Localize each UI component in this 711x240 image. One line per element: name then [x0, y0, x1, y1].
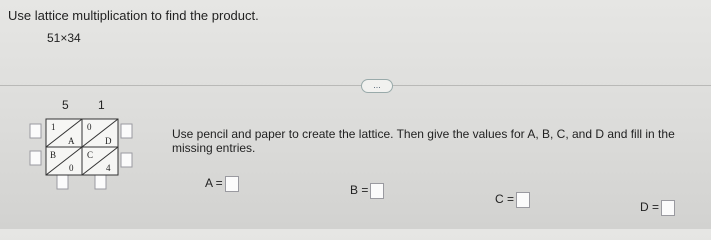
answer-b-label: B =	[350, 183, 369, 198]
cell-bottom-right-lower: 4	[106, 163, 111, 173]
answer-b-input[interactable]	[370, 183, 384, 199]
answer-c	[495, 192, 530, 208]
missing-entry-left-top	[30, 124, 41, 138]
missing-entry-left-bottom	[30, 151, 41, 165]
cell-top-left-lower: A	[68, 136, 75, 146]
cell-top-right-lower: D	[105, 136, 112, 146]
lattice-grid	[28, 97, 148, 192]
answer-c-label: C =	[495, 192, 515, 207]
missing-entry-right-top	[121, 124, 132, 138]
answer-d	[640, 200, 675, 216]
answer-d-input[interactable]	[661, 200, 675, 216]
lattice-top-digit-1: 5	[62, 98, 69, 112]
missing-entry-right-bottom	[121, 153, 132, 167]
missing-entry-bottom-left	[57, 175, 68, 189]
missing-entry-bottom-right	[95, 175, 106, 189]
problem-expression: 51×34	[47, 31, 81, 45]
cell-top-left-upper: 1	[51, 122, 56, 132]
question-text: Use lattice multiplication to find the product.	[8, 8, 259, 23]
cell-bottom-left-lower: 0	[69, 163, 74, 173]
divider	[0, 85, 711, 86]
answer-d-label: D =	[640, 200, 660, 215]
answer-c-input[interactable]	[516, 192, 530, 208]
more-button[interactable]: ...	[361, 79, 393, 93]
answer-a-label: A =	[205, 176, 223, 191]
cell-top-right-upper: 0	[87, 122, 92, 132]
cell-bottom-left-upper: B	[50, 150, 57, 160]
answer-b	[350, 183, 384, 199]
cell-bottom-right-upper: C	[87, 150, 94, 160]
answer-a	[205, 176, 239, 192]
instructions-text: Use pencil and paper to create the lattice. Then give the values for A, B, C, and D and fill in the missing entries.	[172, 127, 675, 155]
answer-a-input[interactable]	[225, 176, 239, 192]
lattice-top-digit-2: 1	[98, 98, 105, 112]
